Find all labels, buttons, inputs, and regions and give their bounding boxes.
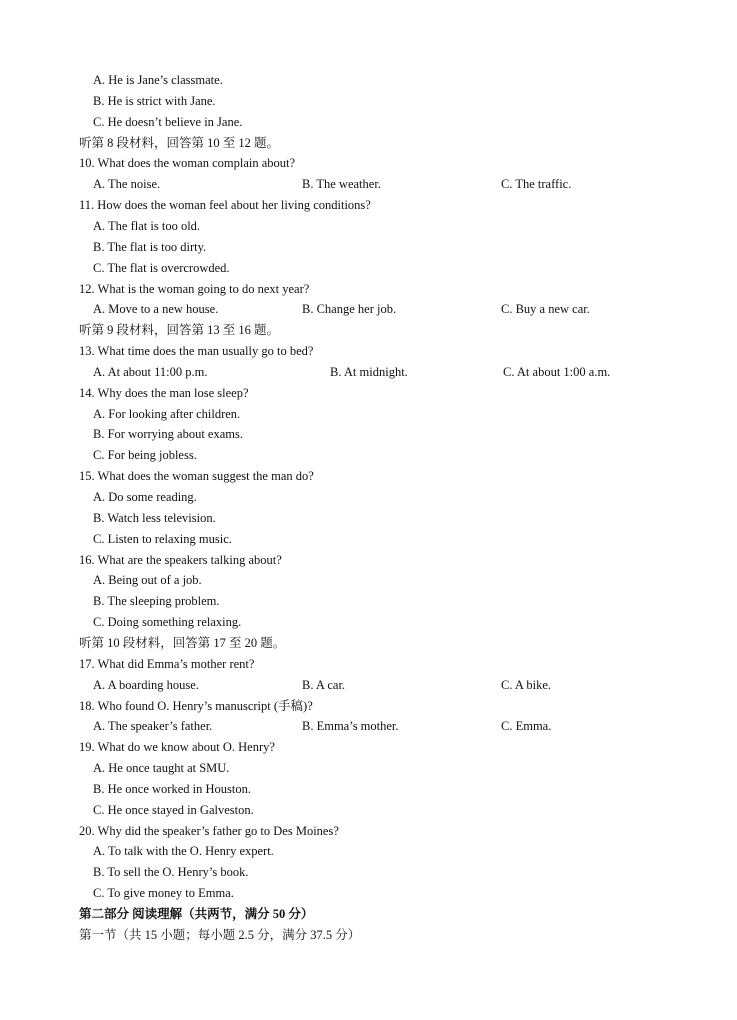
- question-text: 18. Who found O. Henry’s manuscript (手稿)?: [79, 699, 313, 713]
- part-heading: 第二部分 阅读理解（共两节，满分 50 分）: [79, 907, 314, 921]
- answer-option: C. A bike.: [501, 678, 552, 692]
- answer-option: B. Emma’s mother.: [302, 719, 399, 733]
- question-text: 15. What does the woman suggest the man do?: [79, 469, 314, 483]
- answer-option: A. To talk with the O. Henry expert.: [93, 844, 274, 858]
- answer-option: B. Change her job.: [302, 302, 397, 316]
- answer-option: C. The flat is overcrowded.: [93, 261, 230, 275]
- question-text: 10. What does the woman complain about?: [79, 156, 296, 170]
- answer-option: C. Listen to relaxing music.: [93, 532, 232, 546]
- answer-option: B. To sell the O. Henry’s book.: [93, 865, 249, 879]
- answer-option: C. He once stayed in Galveston.: [93, 803, 254, 817]
- answer-option: C. To give money to Emma.: [93, 886, 234, 900]
- answer-option: C. For being jobless.: [93, 448, 197, 462]
- section-instruction: 第一节（共 15 小题；每小题 2.5 分，满分 37.5 分）: [79, 928, 361, 942]
- answer-option: A. At about 11:00 p.m.: [93, 365, 208, 379]
- answer-option: B. Watch less television.: [93, 511, 216, 525]
- answer-option: A. He is Jane’s classmate.: [93, 73, 223, 87]
- answer-option: B. The sleeping problem.: [93, 594, 220, 608]
- answer-option: B. For worrying about exams.: [93, 427, 243, 441]
- answer-option: C. Doing something relaxing.: [93, 615, 242, 629]
- section-instruction: 听第 10 段材料，回答第 17 至 20 题。: [79, 636, 286, 650]
- question-text: 17. What did Emma’s mother rent?: [79, 657, 255, 671]
- answer-option: A. Move to a new house.: [93, 302, 219, 316]
- answer-option: A. Being out of a job.: [93, 573, 202, 587]
- answer-option: C. At about 1:00 a.m.: [503, 365, 611, 379]
- answer-option: B. At midnight.: [330, 365, 408, 379]
- answer-option: C. The traffic.: [501, 177, 572, 191]
- question-text: 13. What time does the man usually go to bed?: [79, 344, 314, 358]
- answer-option: A. The speaker’s father.: [93, 719, 213, 733]
- question-text: 11. How does the woman feel about her living conditions?: [79, 198, 371, 212]
- question-text: 19. What do we know about O. Henry?: [79, 740, 275, 754]
- answer-option: B. A car.: [302, 678, 346, 692]
- question-text: 20. Why did the speaker’s father go to Des Moines?: [79, 824, 339, 838]
- question-text: 14. Why does the man lose sleep?: [79, 386, 249, 400]
- question-text: 12. What is the woman going to do next year?: [79, 282, 310, 296]
- answer-option: C. Buy a new car.: [501, 302, 590, 316]
- question-text: 16. What are the speakers talking about?: [79, 553, 282, 567]
- answer-option: A. The noise.: [93, 177, 161, 191]
- answer-option: B. The flat is too dirty.: [93, 240, 207, 254]
- answer-option: A. For looking after children.: [93, 407, 241, 421]
- answer-option: C. He doesn’t believe in Jane.: [93, 115, 243, 129]
- answer-option: A. Do some reading.: [93, 490, 197, 504]
- section-instruction: 听第 9 段材料，回答第 13 至 16 题。: [79, 323, 280, 337]
- answer-option: B. He once worked in Houston.: [93, 782, 251, 796]
- section-instruction: 听第 8 段材料，回答第 10 至 12 题。: [79, 136, 280, 150]
- answer-option: B. The weather.: [302, 177, 381, 191]
- answer-option: B. He is strict with Jane.: [93, 94, 216, 108]
- answer-option: A. A boarding house.: [93, 678, 199, 692]
- answer-option: C. Emma.: [501, 719, 552, 733]
- answer-option: A. He once taught at SMU.: [93, 761, 230, 775]
- answer-option: A. The flat is too old.: [93, 219, 201, 233]
